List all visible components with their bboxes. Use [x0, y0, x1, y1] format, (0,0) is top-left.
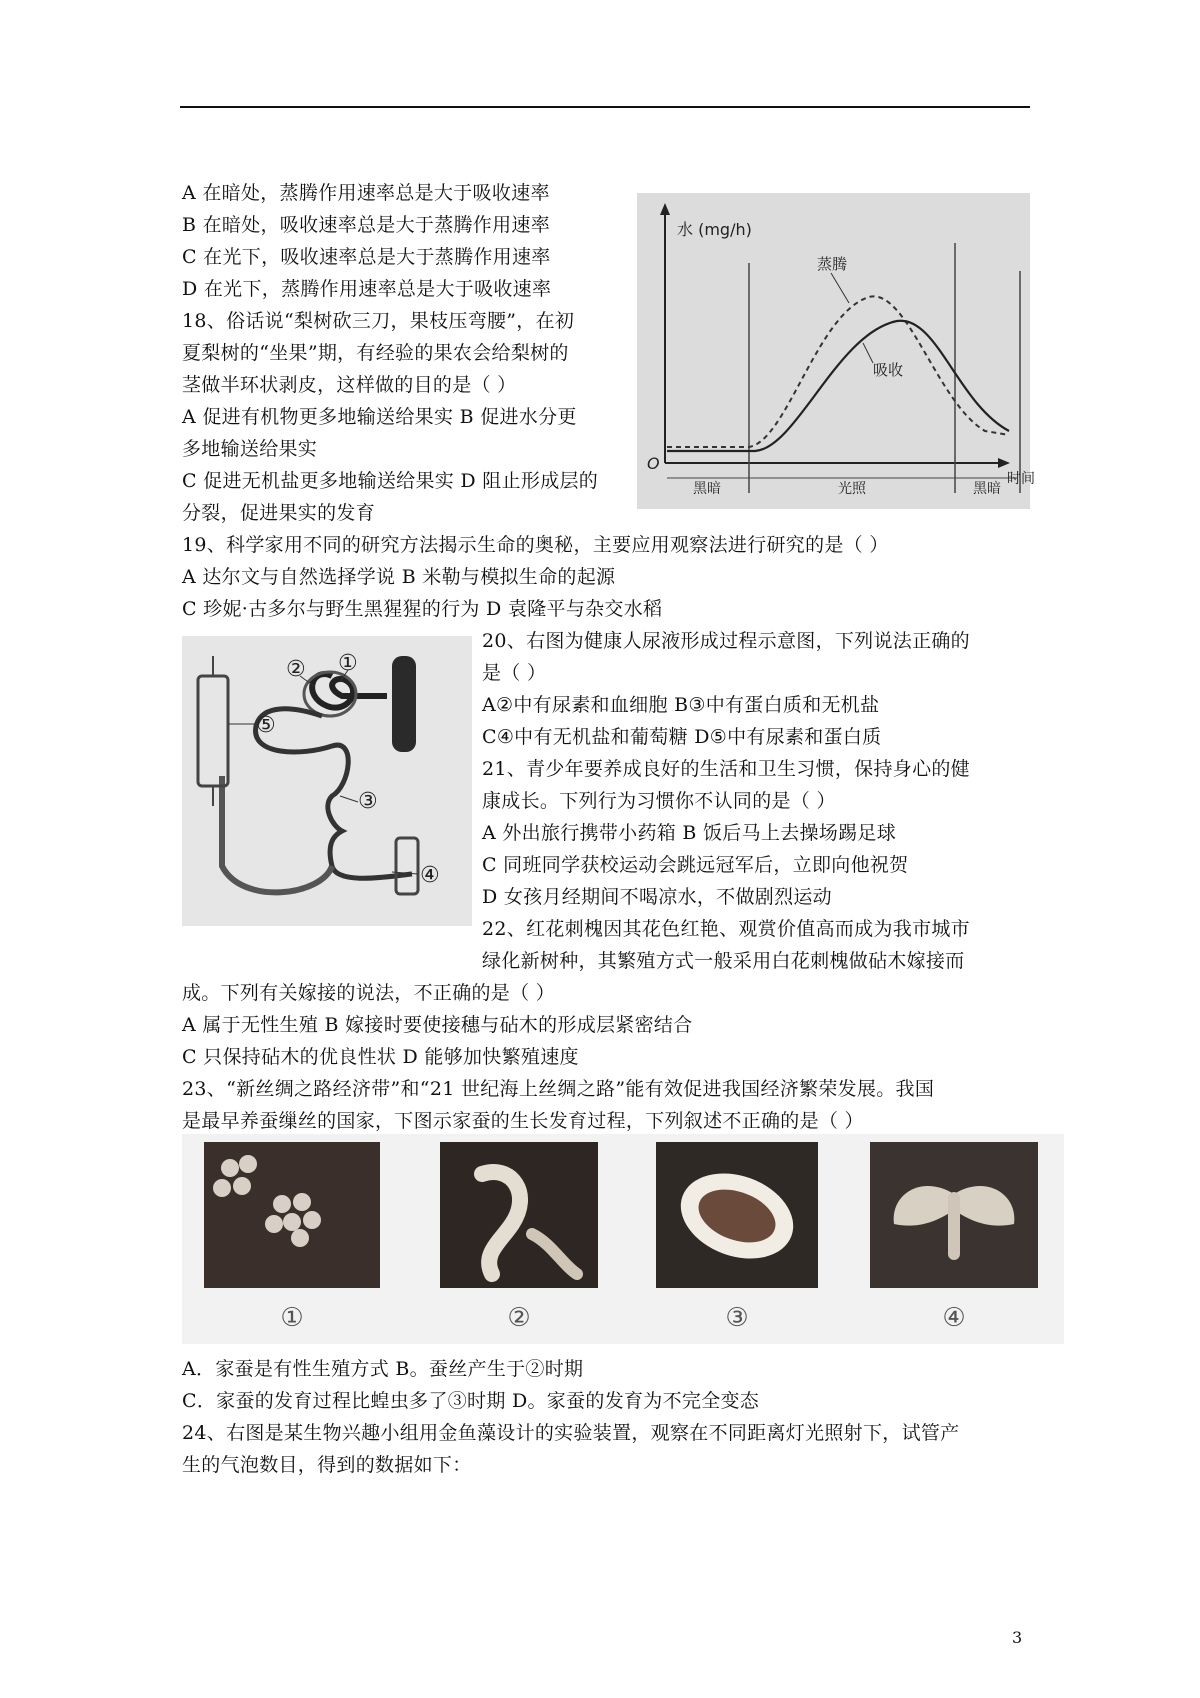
nephron-label-5: ⑤: [256, 713, 276, 738]
q23-option-line: C．家蚕的发育过程比蝗虫多了③时期 D。家蚕的发育为不完全变态: [182, 1390, 760, 1412]
q19-line: C 珍妮·古多尔与野生黑猩猩的行为 D 袁隆平与杂交水稻: [182, 598, 663, 620]
q17-option-c: C 在光下，吸收速率总是大于蒸腾作用速率: [182, 246, 551, 268]
q20-line: C④中有无机盐和葡萄糖 D⑤中有尿素和蛋白质: [482, 726, 882, 748]
q20-line: 是（ ）: [482, 662, 547, 684]
egg-photo: [204, 1142, 380, 1288]
nephron-diagram: [182, 636, 472, 926]
curve-label-transpiration: 蒸腾: [817, 255, 848, 273]
q18-line: 18、俗话说“梨树砍三刀，果枝压弯腰”，在初: [182, 310, 575, 332]
nephron-label-3: ③: [358, 789, 378, 814]
period-label-light: 光照: [838, 481, 866, 497]
q22-line: A 属于无性生殖 B 嫁接时要使接穗与砧木的形成层紧密结合: [182, 1014, 693, 1036]
q18-line: C 促进无机盐更多地输送给果实 D 阻止形成层的: [182, 470, 599, 492]
q24-line: 生的气泡数目，得到的数据如下：: [182, 1454, 472, 1476]
header-rule: [180, 106, 1030, 108]
larva-photo: [440, 1142, 598, 1288]
q19-line: A 达尔文与自然选择学说 B 米勒与模拟生命的起源: [182, 566, 616, 588]
nephron-label-2: ②: [286, 657, 306, 682]
nephron-label-1: ①: [338, 651, 358, 676]
graph-ylabel: 水 (mg/h): [677, 220, 752, 239]
q18-line: A 促进有机物更多地输送给果实 B 促进水分更: [182, 406, 577, 428]
transpiration-graph: [637, 193, 1035, 509]
q22-line: 绿化新树种，其繁殖方式一般采用白花刺槐做砧木嫁接而: [482, 950, 965, 972]
pupa-photo: [656, 1142, 818, 1288]
photo-label-2: ②: [507, 1303, 531, 1333]
q19-line: 19、科学家用不同的研究方法揭示生命的奥秘，主要应用观察法进行研究的是（ ）: [182, 534, 889, 556]
q21-line: 21、青少年要养成良好的生活和卫生习惯，保持身心的健: [482, 758, 970, 780]
photo-label-3: ③: [725, 1303, 749, 1333]
q18-line: 多地输送给果实: [182, 438, 318, 460]
q23-line: 23、“新丝绸之路经济带”和“21 世纪海上丝绸之路”能有效促进我国经济繁荣发展。我国: [182, 1078, 935, 1100]
q20-line: 20、右图为健康人尿液形成过程示意图，下列说法正确的: [482, 630, 970, 652]
q23-option-line: A．家蚕是有性生殖方式 B。蚕丝产生于②时期: [182, 1358, 584, 1380]
q18-line: 茎做半环状剥皮，这样做的目的是（ ）: [182, 374, 517, 396]
nephron-label-4: ④: [420, 863, 440, 888]
q18-line: 分裂，促进果实的发育: [182, 502, 376, 524]
q22-line: 22、红花刺槐因其花色红艳、观赏价值高而成为我市城市: [482, 918, 970, 940]
photo-label-1: ①: [280, 1303, 304, 1333]
q21-line: 康成长。下列行为习惯你不认同的是（ ）: [482, 790, 836, 812]
graph-xlabel: 时间: [1007, 471, 1035, 487]
q21-line: A 外出旅行携带小药箱 B 饭后马上去操场踢足球: [482, 822, 897, 844]
q22-line: 成。下列有关嫁接的说法，不正确的是（ ）: [182, 982, 556, 1004]
period-label-dark-1: 黑暗: [693, 481, 721, 497]
q18-line: 夏梨树的“坐果”期，有经验的果农会给梨树的: [182, 342, 569, 364]
q20-line: A②中有尿素和血细胞 B③中有蛋白质和无机盐: [482, 694, 880, 716]
silkworm-life-cycle-figure: [182, 1134, 1064, 1344]
q21-line: D 女孩月经期间不喝凉水，不做剧烈运动: [482, 886, 832, 908]
q23-line: 是最早养蚕缫丝的国家，下图示家蚕的生长发育过程，下列叙述不正确的是（ ）: [182, 1110, 864, 1132]
moth-photo: [870, 1142, 1038, 1288]
curve-label-absorption: 吸收: [873, 361, 904, 379]
q17-option-a: A 在暗处，蒸腾作用速率总是大于吸收速率: [182, 182, 550, 204]
q17-option-d: D 在光下，蒸腾作用速率总是大于吸收速率: [182, 278, 552, 300]
q22-line: C 只保持砧木的优良性状 D 能够加快繁殖速度: [182, 1046, 579, 1068]
q24-line: 24、右图是某生物兴趣小组用金鱼藻设计的实验装置，观察在不同距离灯光照射下，试管产: [182, 1422, 960, 1444]
page-number: 3: [1012, 1628, 1023, 1647]
graph-origin: O: [647, 454, 660, 473]
period-label-dark-2: 黑暗: [973, 481, 1001, 497]
q21-line: C 同班同学获校运动会跳远冠军后，立即向他祝贺: [482, 854, 909, 876]
q17-option-b: B 在暗处，吸收速率总是大于蒸腾作用速率: [182, 214, 551, 236]
photo-label-4: ④: [942, 1303, 966, 1333]
